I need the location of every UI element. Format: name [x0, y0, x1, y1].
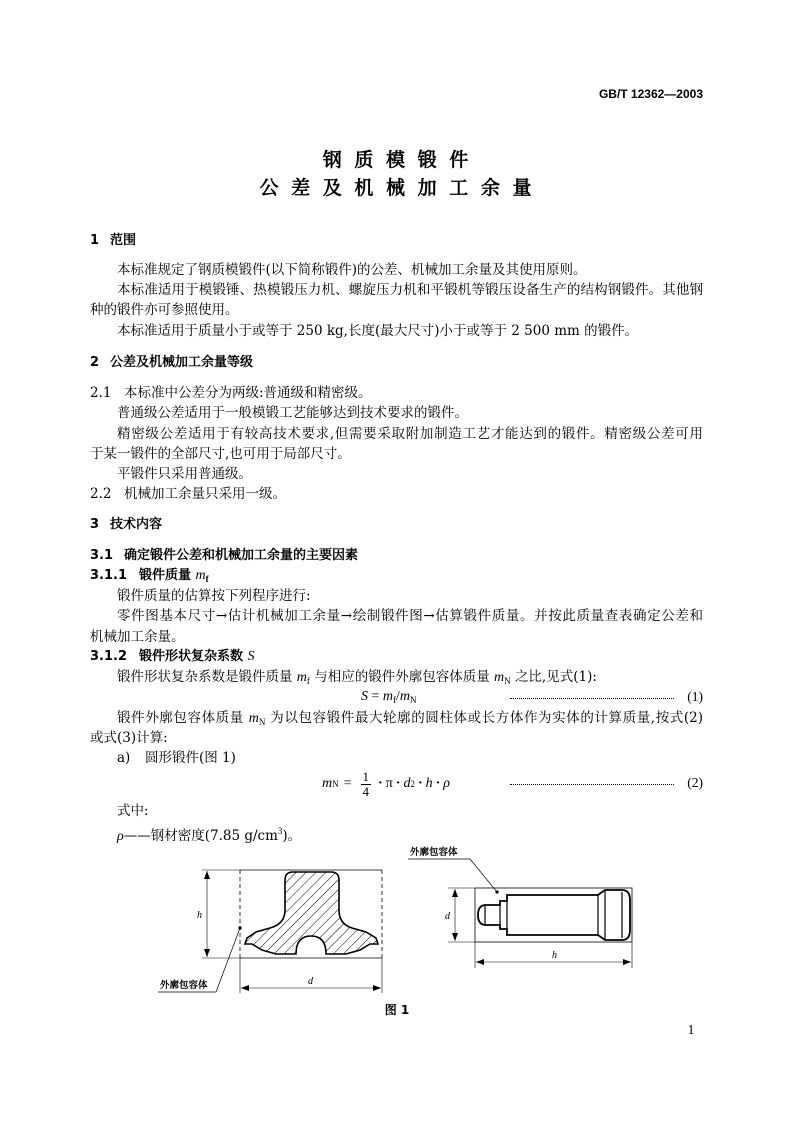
exponent: 3 [277, 826, 283, 836]
leader-dot [495, 890, 498, 893]
envelope-box [475, 888, 632, 942]
section-2-heading [90, 354, 253, 372]
clause-2-2 [90, 485, 286, 503]
shaft-outline [478, 890, 630, 940]
symbol-m: m [248, 711, 259, 726]
formula-lhs: S [361, 689, 368, 704]
clause-number: 2.2 [90, 486, 112, 502]
text-segment: 为以包容锻件最大轮廓的圆柱体或长方体作为实体的计算质量,按式(2) [270, 710, 704, 726]
denominator: 4 [362, 783, 370, 799]
symbol-m: m [322, 776, 333, 791]
symbol-m: m [296, 670, 307, 685]
symbol-m: m [399, 689, 411, 704]
clause-3-1-1-heading [90, 567, 209, 588]
equals-sign: = [343, 776, 352, 791]
title-line-1: 钢 质 模 锻 件 [322, 149, 472, 171]
clause-number: 3.1.2 [90, 649, 128, 664]
symbol-h: h [425, 776, 433, 791]
dot-leader [510, 692, 674, 699]
symbol-sub-f: f [393, 695, 397, 705]
paragraph-line: 精密级公差适用于有较高技术要求,但需要采取附加制造工艺才能达到的锻件。精密级公差可用 [117, 426, 703, 442]
section-number: 3 [90, 517, 100, 532]
multiply-dot: · [435, 776, 441, 791]
dimension-label-d: d [445, 911, 450, 922]
section-3-heading [90, 516, 162, 534]
multiply-dot: · [395, 776, 401, 791]
section-title: 范围 [110, 233, 137, 248]
clause-3-1-heading [90, 547, 358, 565]
clause-3-1-2-heading [90, 648, 255, 666]
paragraph [117, 668, 597, 690]
section-title: 公差及机械加工余量等级 [110, 355, 254, 370]
figure-1-drawing [140, 840, 660, 1005]
figure-caption: 图 1 [384, 1003, 410, 1017]
multiply-dot: · [378, 776, 383, 791]
paragraph-line [117, 709, 703, 731]
section-title: 技术内容 [110, 517, 163, 532]
round-forging-figure [158, 870, 382, 993]
paragraph-line: 或式(3)计算: [90, 730, 168, 746]
section-number: 1 [90, 233, 100, 248]
paragraph-line: 零件图基本尺寸→估计机械加工余量→绘制锻件图→估算锻件质量。并按此质量查表确定公差和 [117, 608, 703, 624]
symbol-m: m [195, 568, 206, 583]
clause-title: 锻件质量 [139, 568, 192, 583]
paragraph-line: 机械加工余量。 [90, 629, 185, 645]
numerator: 1 [362, 768, 370, 784]
symbol-sub-f: f [205, 574, 209, 584]
clause-title: 锻件形状复杂系数 [139, 649, 244, 664]
leader-dot [238, 926, 241, 929]
symbol-rho: ρ [443, 776, 451, 791]
formula-number: (1) [687, 689, 703, 704]
exponent: 2 [410, 779, 415, 789]
paragraph-line: 本标准适用于模锻锤、热模锻压力机、螺旋压力机和平锻机等锻压设备生产的结构钢锻件。其他钢 [117, 282, 703, 298]
title-line-2: 公 差 及 机 械 加 工 余 量 [259, 177, 535, 199]
list-text: 圆形锻件(图 1) [145, 750, 236, 766]
equals-sign: = [371, 689, 380, 704]
fraction [361, 770, 372, 799]
where-label: 式中: [117, 803, 149, 819]
symbol-rho: ρ [117, 829, 124, 844]
section-1-heading [90, 232, 136, 250]
envelope-label: 外廓包容体 [160, 980, 208, 991]
forging-section [245, 872, 378, 954]
page-number: 1 [687, 1022, 695, 1037]
clause-text: 本标准中公差分为两级:普通级和精密级。 [124, 385, 372, 401]
formula-number: (2) [687, 775, 703, 790]
clause-2-1 [90, 384, 372, 402]
paragraph: 本标准规定了钢质模锻件(以下简称锻件)的公差、机械加工余量及其使用原则。 [117, 262, 587, 278]
text-segment: ——钢材密度(7.85 g/cm [123, 828, 278, 844]
standard-code: GB/T 12362—2003 [598, 87, 703, 101]
symbol-d: d [403, 776, 411, 791]
paragraph: 本标准适用于质量小于或等于 250 kg,长度(最大尺寸)小于或等于 2 500 mm 的锻件。 [117, 323, 639, 339]
clause-title: 确定锻件公差和机械加工余量的主要因素 [124, 548, 359, 563]
formula-2 [322, 768, 451, 799]
dimension-label-h: h [197, 910, 202, 921]
section-number: 2 [90, 355, 100, 370]
symbol-sub-f: f [306, 676, 310, 686]
leader-line [470, 859, 497, 892]
symbol-sub-N: N [332, 779, 339, 789]
paragraph-line: 于某一锻件的全部尺寸,也可用于局部尺寸。 [90, 446, 351, 462]
clause-number: 2.1 [90, 385, 112, 401]
paragraph: 普通级公差适用于一般模锻工艺能够达到技术要求的锻件。 [117, 405, 468, 421]
symbol-S: S [247, 649, 255, 664]
paragraph: 锻件质量的估算按下列程序进行: [117, 588, 311, 604]
symbol-m: m [494, 670, 505, 685]
symbol-sub-N: N [258, 717, 266, 727]
dimension-label-d: d [308, 976, 313, 987]
slash: / [396, 689, 400, 704]
multiply-dot: · [417, 776, 423, 791]
symbol-m: m [382, 689, 394, 704]
paragraph: 平锻件只采用普通级。 [117, 466, 252, 482]
formula-1 [361, 688, 417, 709]
clause-number: 3.1.1 [90, 568, 128, 583]
clause-number: 3.1 [90, 548, 114, 563]
list-item-a [117, 749, 236, 767]
symbol-sub-N: N [410, 695, 417, 705]
dimension-label-h: h [552, 950, 557, 961]
clause-text: 机械加工余量只采用一级。 [124, 486, 286, 502]
text-segment: 之比,见式(1): [514, 669, 597, 685]
text-segment: 与相应的锻件外廓包容体质量 [314, 669, 490, 685]
symbol-sub-N: N [504, 676, 511, 686]
symbol-pi: π [385, 776, 393, 791]
shaft-forging-figure [408, 846, 632, 968]
dot-leader [510, 778, 674, 785]
text-segment: 锻件形状复杂系数是锻件质量 [117, 669, 293, 685]
text-segment: 锻件外廓包容体质量 [117, 710, 244, 726]
leader-line [216, 928, 240, 992]
list-label: a) [117, 750, 131, 766]
text-segment: )。 [282, 828, 302, 844]
paragraph-line: 种的锻件亦可参照使用。 [90, 302, 239, 318]
envelope-label: 外廓包容体 [410, 847, 458, 858]
